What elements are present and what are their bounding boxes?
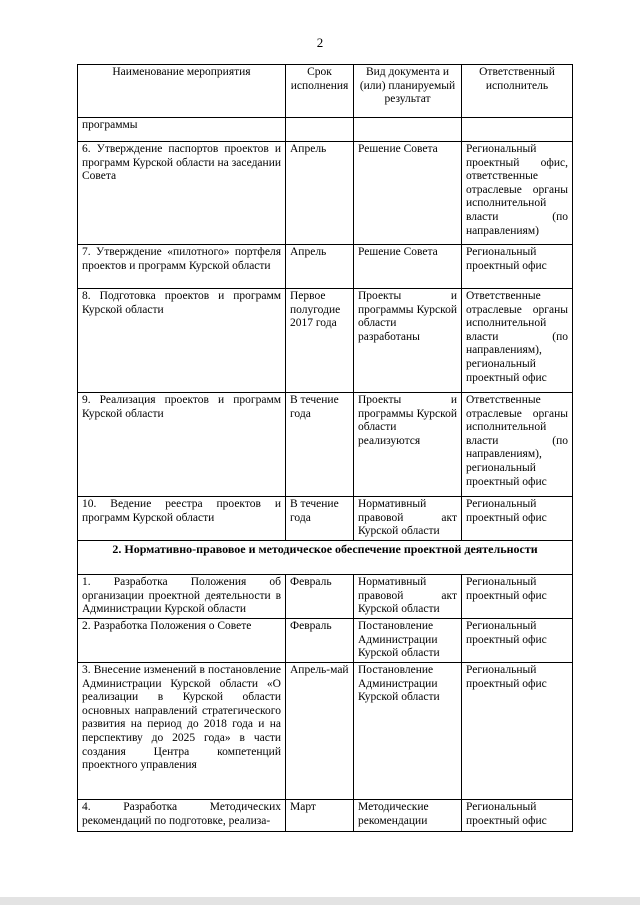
table-row xyxy=(78,142,573,245)
table-header-row xyxy=(78,65,573,118)
deadline-cell: Март xyxy=(286,800,354,832)
scan-bottom-edge xyxy=(0,897,640,905)
deadline-cell: Апрель-май xyxy=(286,663,354,800)
responsible-cell: Ответственные отраслевые органы исполнительной власти (по направлениям), региональный проектный офис xyxy=(462,289,573,393)
table-row xyxy=(78,118,573,142)
event-name-cell: программы xyxy=(78,118,286,142)
document-cell: Проекты и программы Курской области разработаны xyxy=(354,289,462,393)
document-cell: Нормативный правовой акт Курской области xyxy=(354,575,462,619)
deadline-cell: Февраль xyxy=(286,575,354,619)
event-name-cell: 8. Подготовка проектов и программ Курской области xyxy=(78,289,286,393)
deadline-cell: Апрель xyxy=(286,142,354,245)
header-document-type: Вид документа и (или) планируемый результат xyxy=(354,65,462,118)
table-row xyxy=(78,289,573,393)
responsible-cell: Региональный проектный офис xyxy=(462,245,573,289)
deadline-cell: Апрель xyxy=(286,245,354,289)
deadline-cell: Первое полугодие 2017 года xyxy=(286,289,354,393)
event-name-cell: 10. Ведение реестра проектов и программ Курской области xyxy=(78,497,286,541)
table-row xyxy=(78,663,573,800)
document-cell: Постановление Администрации Курской области xyxy=(354,619,462,663)
responsible-cell: Региональный проектный офис xyxy=(462,619,573,663)
header-responsible: Ответственный исполнитель xyxy=(462,65,573,118)
responsible-cell xyxy=(462,118,573,142)
section-title: 2. Нормативно-правовое и методическое обеспечение проектной деятельности xyxy=(78,541,573,575)
document-cell xyxy=(354,118,462,142)
table-row xyxy=(78,497,573,541)
responsible-cell: Региональный проектный офис xyxy=(462,575,573,619)
event-name-cell: 3. Внесение изменений в постановление Администрации Курской области «О реализации в Курской области основных направлений стратегического развития на период до 2018 года и на перспективу до 2025 года» в части создания Центра компетенций проектного управления xyxy=(78,663,286,800)
document-cell: Методические рекомендации xyxy=(354,800,462,832)
table-row xyxy=(78,245,573,289)
document-cell: Решение Совета xyxy=(354,245,462,289)
responsible-cell: Региональный проектный офис, ответственные отраслевые органы исполнительной власти (по направлениям) xyxy=(462,142,573,245)
table-row xyxy=(78,393,573,497)
deadline-cell: Февраль xyxy=(286,619,354,663)
page-number: 2 xyxy=(316,35,324,50)
event-name-cell: 1. Разработка Положения об организации проектной деятельности в Администрации Курской области xyxy=(78,575,286,619)
document-cell: Проекты и программы Курской области реализуются xyxy=(354,393,462,497)
table-row xyxy=(78,619,573,663)
header-event-name: Наименование мероприятия xyxy=(78,65,286,118)
event-name-cell: 6. Утверждение паспортов проектов и программ Курской области на заседании Совета xyxy=(78,142,286,245)
event-name-cell: 2. Разработка Положения о Совете xyxy=(78,619,286,663)
events-table xyxy=(77,64,573,832)
section-header-row xyxy=(78,541,573,575)
deadline-cell xyxy=(286,118,354,142)
table-row xyxy=(78,575,573,619)
event-name-cell: 9. Реализация проектов и программ Курской области xyxy=(78,393,286,497)
responsible-cell: Региональный проектный офис xyxy=(462,497,573,541)
document-cell: Нормативный правовой акт Курской области xyxy=(354,497,462,541)
responsible-cell: Региональный проектный офис xyxy=(462,663,573,800)
deadline-cell: В течение года xyxy=(286,497,354,541)
document-cell: Решение Совета xyxy=(354,142,462,245)
responsible-cell: Региональный проектный офис xyxy=(462,800,573,832)
responsible-cell: Ответственные отраслевые органы исполнительной власти (по направлениям), региональный проектный офис xyxy=(462,393,573,497)
event-name-cell: 4. Разработка Методических рекомендаций по подготовке, реализа- xyxy=(78,800,286,832)
header-deadline: Срок исполнения xyxy=(286,65,354,118)
document-cell: Постановление Администрации Курской области xyxy=(354,663,462,800)
table-row xyxy=(78,800,573,832)
deadline-cell: В течение года xyxy=(286,393,354,497)
event-name-cell: 7. Утверждение «пилотного» портфеля проектов и программ Курской области xyxy=(78,245,286,289)
